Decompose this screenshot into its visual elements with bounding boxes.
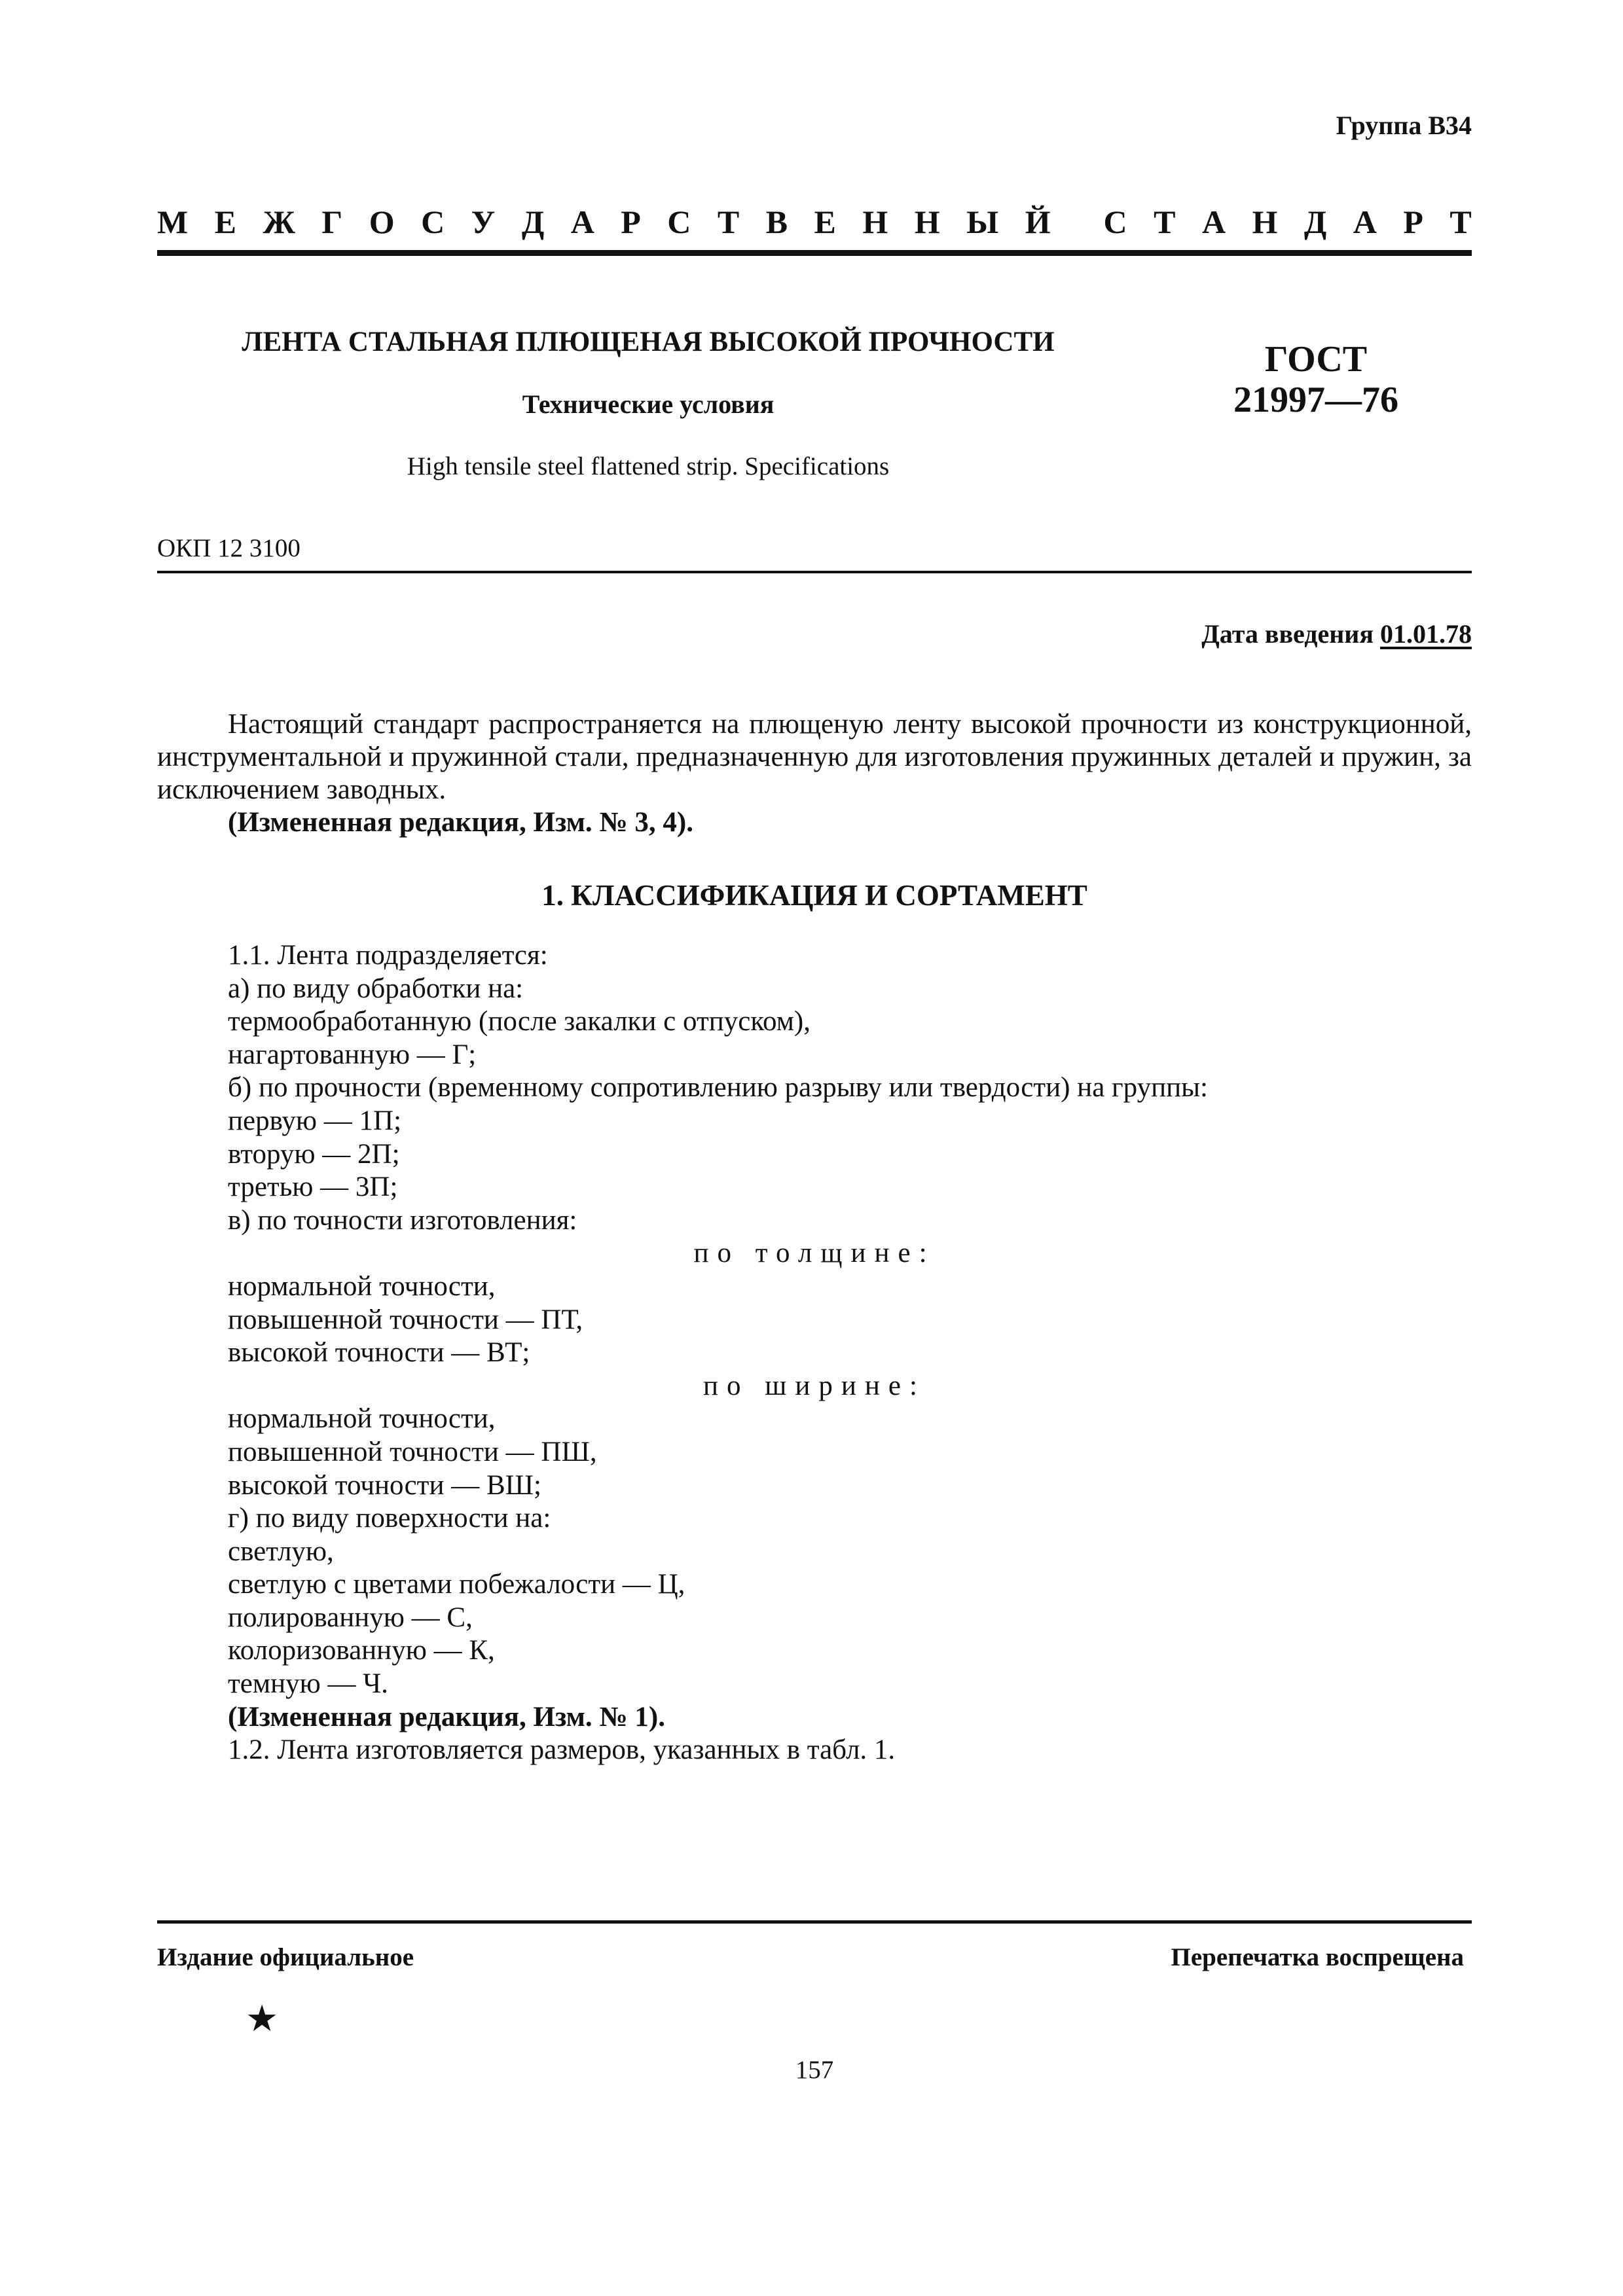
list-item: 1.1. Лента подразделяется: <box>228 940 548 971</box>
section-heading: 1. КЛАССИФИКАЦИЯ И СОРТАМЕНТ <box>541 879 1087 912</box>
banner-letter: С <box>421 204 445 240</box>
okp-code: ОКП 12 3100 <box>157 534 301 562</box>
intro-paragraph: Настоящий стандарт распространяется на плющеную ленту высокой прочности из конструкционной, инструментальной и пружинной стали, предназначенную для изготовления пружинных деталей и пружин, за исключением заводных. <box>157 709 1472 805</box>
gost-label: ГОСТ <box>1264 339 1368 380</box>
list-item: а) по виду обработки на: <box>228 973 524 1004</box>
list-item: вторую — 2П; <box>228 1138 400 1170</box>
list-item: повышенной точности — ПШ, <box>228 1436 597 1467</box>
banner-letter: У <box>471 204 496 240</box>
list-item: светлую, <box>228 1535 334 1567</box>
okp-rule <box>157 571 1472 573</box>
document-subtitle: Технические условия <box>522 389 775 419</box>
list-item: полированную — С, <box>228 1602 473 1633</box>
list-item: нормальной точности, <box>228 1403 496 1435</box>
banner-letter: Д <box>521 204 545 240</box>
list-item: светлую с цветами побежалости — Ц, <box>228 1569 685 1600</box>
header-rule <box>157 250 1472 256</box>
banner-letter: А <box>1353 204 1377 240</box>
banner-letter: А <box>570 204 594 240</box>
banner-letter: Т <box>1450 204 1472 240</box>
list-item: третью — 3П; <box>228 1172 398 1203</box>
list-item: первую — 1П; <box>228 1105 402 1136</box>
list-item: (Измененная редакция, Изм. № 1). <box>228 1701 665 1732</box>
footer-official-edition: Издание официальное <box>157 1943 414 1971</box>
list-item: нагартованную — Г; <box>228 1039 477 1070</box>
list-item: колоризованную — К, <box>228 1635 495 1666</box>
list-subheading: по ширине: <box>703 1370 926 1401</box>
banner-letter: Г <box>321 204 343 240</box>
banner-letter: Н <box>1252 204 1278 240</box>
document-title: ЛЕНТА СТАЛЬНАЯ ПЛЮЩЕНАЯ ВЫСОКОЙ ПРОЧНОСТИ <box>242 327 1055 357</box>
list-subheading: по толщине: <box>693 1238 936 1269</box>
page-number: 157 <box>795 2056 834 2084</box>
standard-banner <box>157 203 1472 241</box>
banner-letter: Ы <box>966 204 999 240</box>
banner-letter: С <box>1103 204 1127 240</box>
footer-reprint-notice: Перепечатка воспрещена <box>1171 1943 1464 1971</box>
list-item: высокой точности — ВТ; <box>228 1337 530 1369</box>
footer-rule <box>157 1920 1472 1924</box>
banner-letter: В <box>765 204 788 240</box>
banner-letter: О <box>369 204 395 240</box>
banner-letter: Т <box>1154 204 1176 240</box>
group-code: Группа В34 <box>1336 111 1472 140</box>
banner-letter: Е <box>814 204 836 240</box>
banner-letter: Е <box>214 204 237 240</box>
banner-letter: М <box>157 204 189 240</box>
banner-letter: Ж <box>263 204 295 240</box>
gost-number <box>1172 339 1460 420</box>
banner-letter: Й <box>1025 204 1051 240</box>
list-item: темную — Ч. <box>228 1668 388 1700</box>
date-value: 01.01.78 <box>1380 619 1472 649</box>
classification-list <box>228 939 1472 1767</box>
english-title: High tensile steel flattened strip. Specifications <box>407 452 890 480</box>
introduction-date <box>1201 619 1472 649</box>
list-item: высокой точности — ВШ; <box>228 1469 541 1501</box>
banner-letter: А <box>1201 204 1226 240</box>
banner-letter: Д <box>1304 204 1327 240</box>
date-label: Дата введения <box>1201 619 1374 649</box>
banner-letter: Т <box>717 204 740 240</box>
star-icon: ★ <box>246 1999 279 2039</box>
list-item: в) по точности изготовления: <box>228 1204 577 1236</box>
banner-letter: Н <box>862 204 888 240</box>
banner-letter: Р <box>1403 204 1423 240</box>
banner-letter: Р <box>621 204 641 240</box>
intro-amendment-note: (Измененная редакция, Изм. № 3, 4). <box>228 807 693 838</box>
list-item: термообработанную (после закалки с отпуском), <box>228 1006 811 1037</box>
banner-letter: С <box>667 204 691 240</box>
banner-letter: Н <box>914 204 940 240</box>
list-item: повышенной точности — ПТ, <box>228 1304 583 1335</box>
list-item: 1.2. Лента изготовляется размеров, указанных в табл. 1. <box>228 1734 896 1766</box>
list-item: б) по прочности (временному сопротивлению разрыву или твердости) на группы: <box>228 1072 1208 1103</box>
list-item: нормальной точности, <box>228 1270 496 1302</box>
gost-code: 21997—76 <box>1233 380 1398 420</box>
list-item: г) по виду поверхности на: <box>228 1503 551 1534</box>
